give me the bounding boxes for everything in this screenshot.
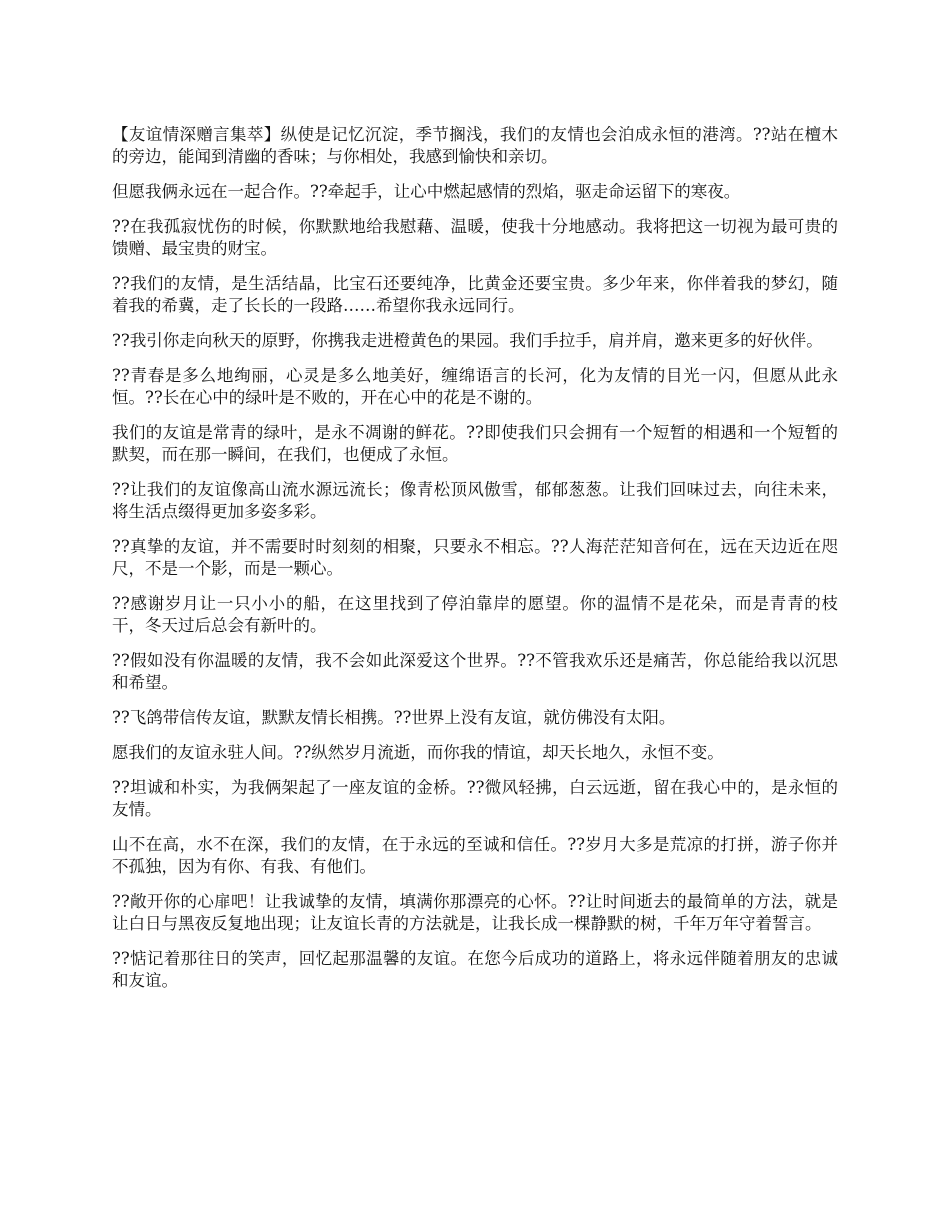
paragraph-7: 我们的友谊是常青的绿叶，是永不凋谢的鲜花。??即使我们只会拥有一个短暂的相遇和一个短暂的默契，而在那一瞬间，在我们，也便成了永恒。 <box>112 423 838 464</box>
paragraph-16: ??敞开你的心扉吧！让我诚挚的友情，填满你那漂亮的心怀。??让时间逝去的最简单的方法，就是让白日与黑夜反复地出现；让友谊长青的方法就是，让我长成一棵静默的树，千年万年守着誓言。 <box>112 892 838 933</box>
paragraph-2: 但愿我俩永远在一起合作。??牵起手，让心中燃起感情的烈焰，驱走命运留下的寒夜。 <box>112 182 741 201</box>
paragraph-4: ??我们的友情，是生活结晶，比宝石还要纯净，比黄金还要宝贵。多少年来，你伴着我的梦幻，随着我的希冀，走了长长的一段路……希望你我永远同行。 <box>112 274 838 315</box>
paragraph-10: ??感谢岁月让一只小小的船，在这里找到了停泊靠岸的愿望。你的温情不是花朵，而是青青的枝干，冬天过后总会有新叶的。 <box>112 594 838 635</box>
paragraph-13: 愿我们的友谊永驻人间。??纵然岁月流逝，而你我的情谊，却天长地久，永恒不变。 <box>112 743 724 762</box>
paragraph-9: ??真挚的友谊，并不需要时时刻刻的相聚，只要永不相忘。??人海茫茫知音何在，远在天边近在咫尺，不是一个影，而是一颗心。 <box>112 537 838 578</box>
paragraph-3: ??在我孤寂忧伤的时候，你默默地给我慰藉、温暖，使我十分地感动。我将把这一切视为最可贵的馈赠、最宝贵的财宝。 <box>112 217 838 258</box>
paragraph-11: ??假如没有你温暖的友情，我不会如此深爱这个世界。??不管我欢乐还是痛苦，你总能给我以沉思和希望。 <box>112 651 838 692</box>
paragraph-14: ??坦诚和朴实，为我俩架起了一座友谊的金桥。??微风轻拂，白云远逝，留在我心中的，是永恒的友情。 <box>112 778 838 819</box>
paragraph-15: 山不在高，水不在深，我们的友情，在于永远的至诚和信任。??岁月大多是荒凉的打拼，游子你并不孤独，因为有你、有我、有他们。 <box>112 835 838 876</box>
paragraph-5: ??我引你走向秋天的原野，你携我走进橙黄色的果园。我们手拉手，肩并肩，邀来更多的好伙伴。 <box>112 331 823 350</box>
paragraph-8: ??让我们的友谊像高山流水源远流长；像青松顶风傲雪，郁郁葱葱。让我们回味过去，向往未来，将生活点缀得更加多姿多彩。 <box>112 480 838 521</box>
document-page <box>112 124 838 1005</box>
paragraph-12: ??飞鸽带信传友谊，默默友情长相携。??世界上没有友谊，就仿佛没有太阳。 <box>112 708 676 727</box>
paragraph-1: 【友谊情深赠言集萃】纵使是记忆沉淀，季节搁浅，我们的友情也会泊成永恒的港湾。??站在檀木的旁边，能闻到清幽的香味；与你相处，我感到愉快和亲切。 <box>112 125 838 166</box>
paragraph-6: ??青春是多么地绚丽，心灵是多么地美好，缠绵语言的长河，化为友情的目光一闪，但愿从此永恒。??长在心中的绿叶是不败的，开在心中的花是不谢的。 <box>112 366 838 407</box>
paragraph-17: ??惦记着那往日的笑声，回忆起那温馨的友谊。在您今后成功的道路上，将永远伴随着朋友的忠诚和友谊。 <box>112 949 838 990</box>
